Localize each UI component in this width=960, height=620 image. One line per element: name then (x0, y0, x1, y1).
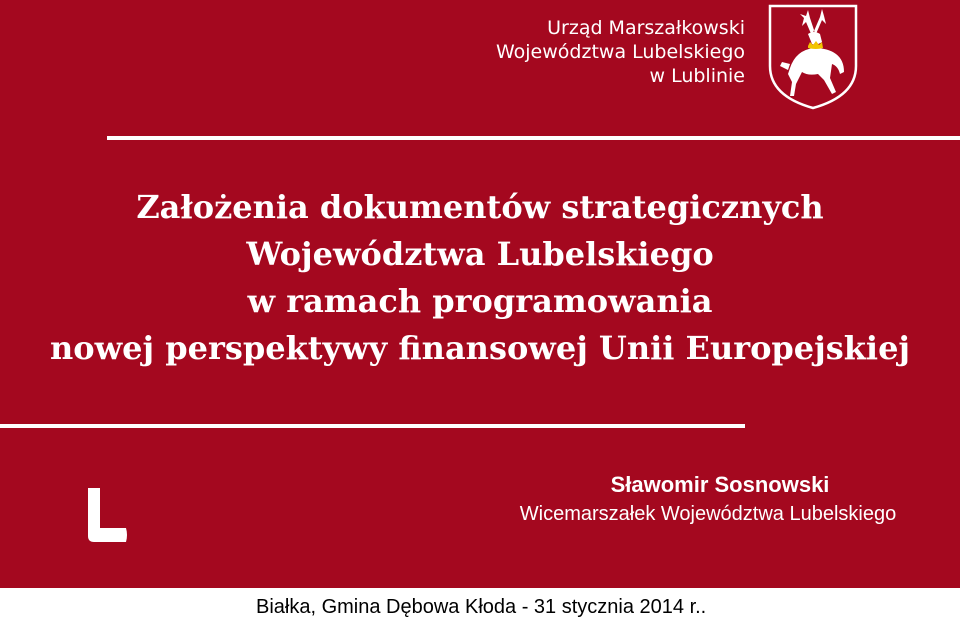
title-line-4: nowej perspektywy finansowej Unii Europejskiej (50, 329, 910, 367)
title-line-3: w ramach programowania (247, 282, 713, 320)
title-line-1: Założenia dokumentów strategicznych (136, 188, 824, 226)
footer-place-date: Białka, Gmina Dębowa Kłoda - 31 stycznia 2014 r.. (256, 596, 707, 618)
org-line-2: Województwa Lubelskiego (495, 41, 745, 63)
top-divider (107, 136, 960, 140)
middle-divider (0, 424, 745, 428)
org-line-3: w Lublinie (649, 65, 745, 87)
deer-crest-icon (766, 4, 860, 110)
org-line-1: Urząd Marszałkowski (547, 17, 745, 39)
speaker-name: Sławomir Sosnowski (610, 472, 830, 497)
speaker-role: Wicemarszałek Województwa Lubelskiego (519, 503, 897, 525)
organization-name (496, 16, 745, 88)
lubelskie-l-logo-icon (86, 488, 128, 542)
presentation-title (0, 184, 960, 372)
title-line-2: Województwa Lubelskiego (246, 235, 714, 273)
